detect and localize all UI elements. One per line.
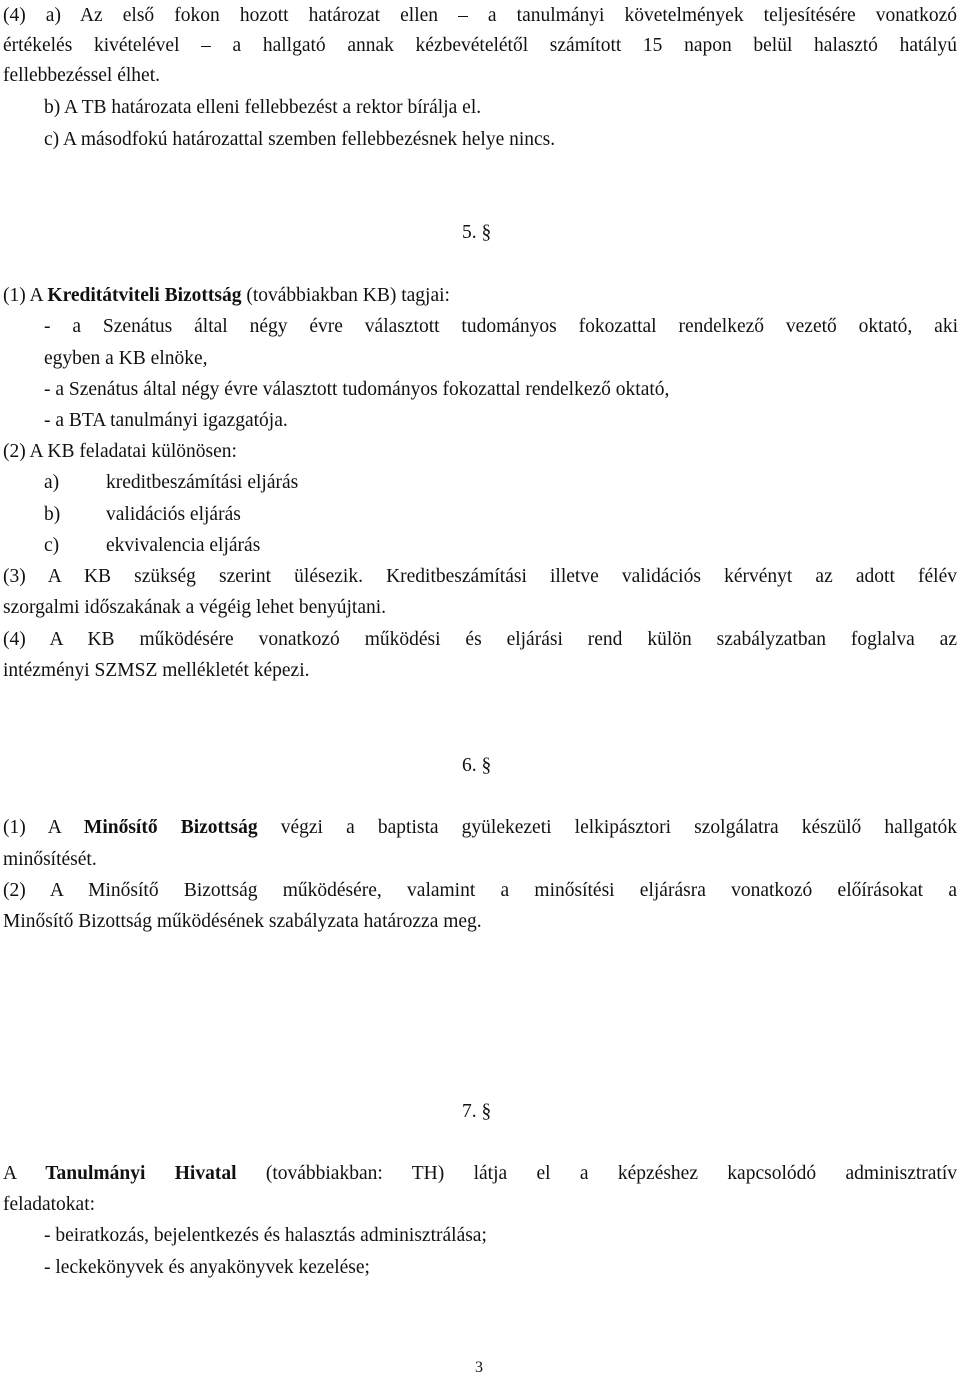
task-item xyxy=(44,534,260,558)
paragraph-4: (4) A KB működésére vonatkozó működési és eljárási rend külön szabályzatban foglalva az xyxy=(3,629,957,650)
text-line: minősítését. xyxy=(3,849,97,870)
item-text: validációs eljárás xyxy=(106,504,241,525)
text-line: fellebbezéssel élhet. xyxy=(3,65,160,86)
text-line: Minősítő Bizottság működésének szabályzata határozza meg. xyxy=(3,911,482,932)
committee-name: Kreditátviteli Bizottság xyxy=(47,285,242,306)
committee-name: Minősítő Bizottság xyxy=(83,817,258,838)
task-item: - beiratkozás, bejelentkezés és halasztás adminisztrálása; xyxy=(44,1225,487,1246)
item-label: c) xyxy=(44,535,60,556)
task-item xyxy=(44,471,298,495)
paragraph-2: (2) A Minősítő Bizottság működésére, valamint a minősítési eljárásra vonatkozó előírásokat a xyxy=(3,880,957,901)
text-line: b) A TB határozata elleni fellebbezést a rektor bírálja el. xyxy=(44,97,482,118)
text-line: értékelés kivételével – a hallgató annak kézbevételétől számított 15 napon belül halasztó hatályú xyxy=(3,35,957,56)
text-span: végzi a baptista gyülekezeti lelkipásztori szolgálatra készülő hallgatók xyxy=(257,817,957,838)
paragraph-1 xyxy=(3,1162,957,1186)
text-line: feladatokat: xyxy=(3,1194,96,1215)
member-item: - a Szenátus által négy évre választott tudományos fokozattal rendelkező oktató, xyxy=(44,379,670,400)
item-text: ekvivalencia eljárás xyxy=(106,535,261,556)
paragraph-1 xyxy=(3,816,957,840)
task-item: - leckekönyvek és anyakönyvek kezelése; xyxy=(44,1257,370,1278)
section-heading: 7. § xyxy=(462,1101,492,1122)
item-label: b) xyxy=(44,504,61,525)
item-label: a) xyxy=(44,472,60,493)
text-span: A xyxy=(3,1163,46,1184)
text-span: (1) A xyxy=(3,817,84,838)
text-span: (továbbiakban: TH) látja el a képzéshez kapcsolódó adminisztratív xyxy=(236,1163,957,1184)
office-name: Tanulmányi Hivatal xyxy=(45,1163,237,1184)
member-item: - a BTA tanulmányi igazgatója. xyxy=(44,410,288,431)
page-number: 3 xyxy=(475,1359,483,1376)
text-line: intézményi SZMSZ mellékletét képezi. xyxy=(3,660,310,681)
paragraph-2: (2) A KB feladatai különösen: xyxy=(3,441,237,462)
text-span: (1) A xyxy=(3,285,48,306)
item-text: kreditbeszámítási eljárás xyxy=(106,472,299,493)
member-item: - a Szenátus által négy évre választott tudományos fokozattal rendelkező vezető oktató, aki xyxy=(44,316,958,337)
text-span: (továbbiakban KB) tagjai: xyxy=(241,285,450,306)
text-line: egyben a KB elnöke, xyxy=(44,348,208,369)
text-line: szorgalmi időszakának a végéig lehet benyújtani. xyxy=(3,597,387,618)
paragraph-3: (3) A KB szükség szerint ülésezik. Kreditbeszámítási illetve validációs kérvényt az adott félév xyxy=(3,566,957,587)
section-heading: 5. § xyxy=(462,222,492,243)
task-item xyxy=(44,503,241,527)
text-line: (4) a) Az első fokon hozott határozat ellen – a tanulmányi követelmények teljesítésére vonatkozó xyxy=(3,5,957,26)
paragraph-1 xyxy=(3,284,450,308)
text-line: c) A másodfokú határozattal szemben fellebbezésnek helye nincs. xyxy=(44,129,556,150)
section-heading: 6. § xyxy=(462,755,492,776)
